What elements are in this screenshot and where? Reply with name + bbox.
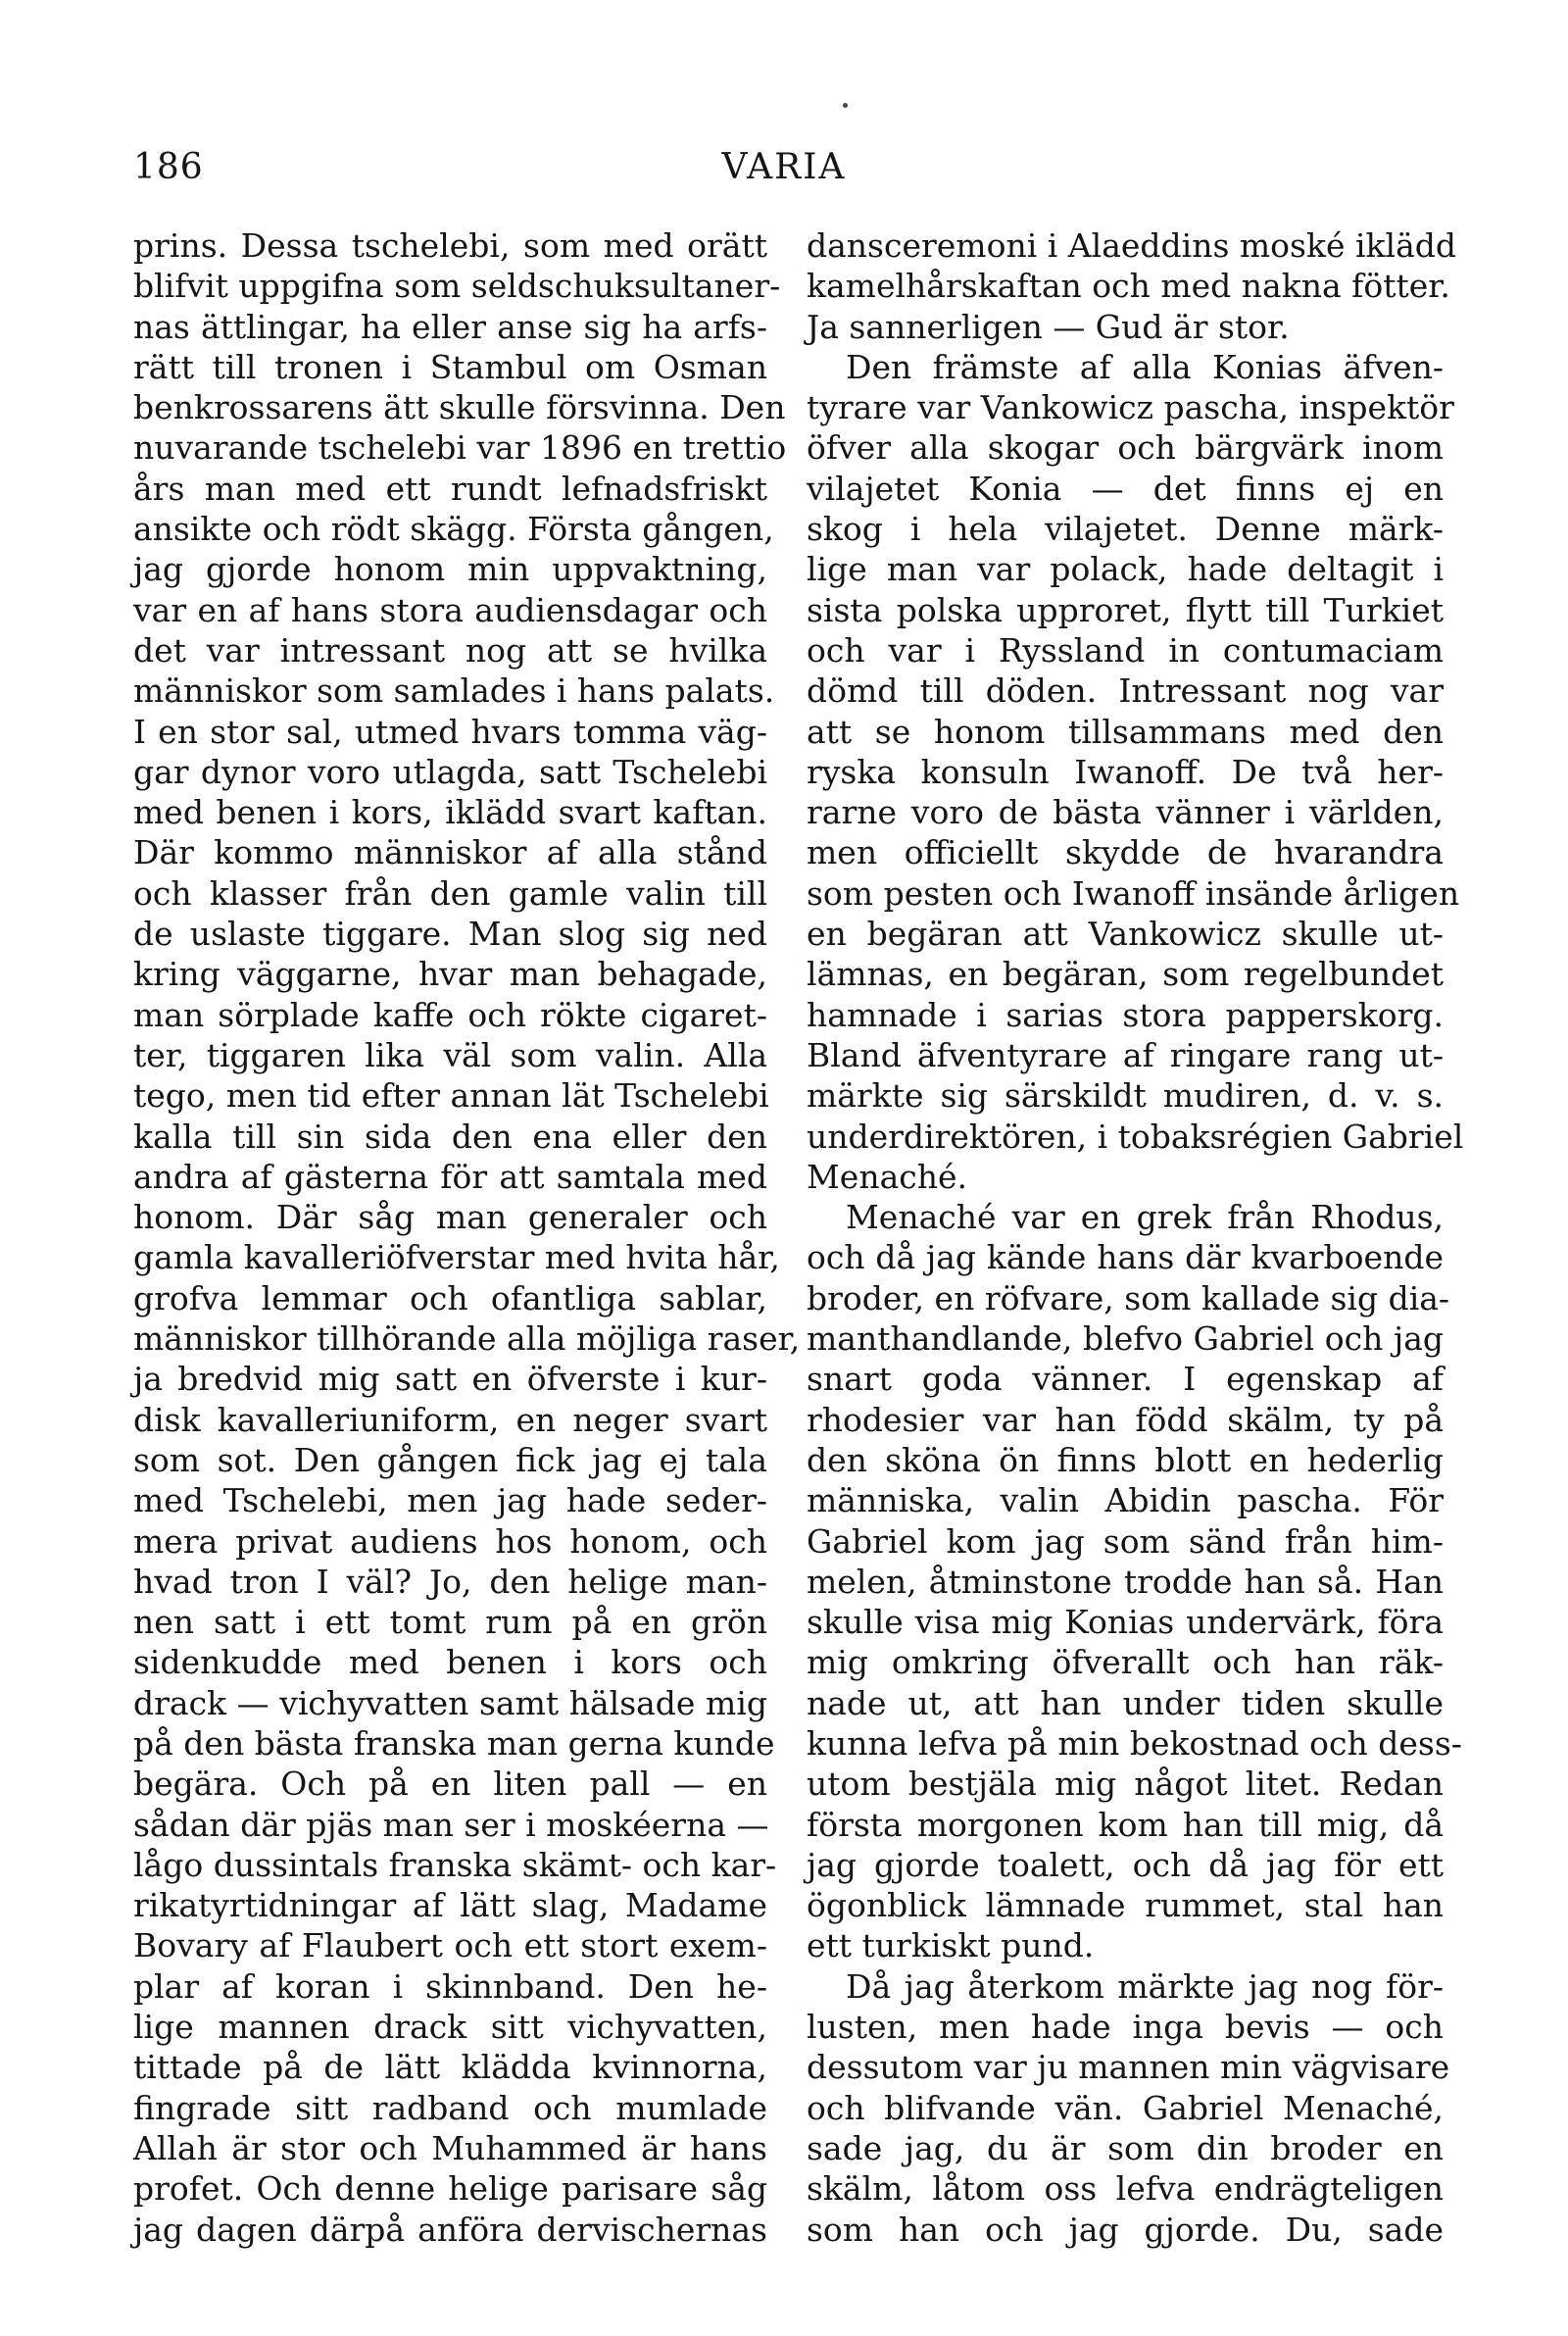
text-line: var en af hans stora audiensdagar och bbox=[133, 590, 767, 629]
text-line: sista polska upproret, flytt till Turkiet bbox=[807, 590, 1444, 629]
text-line: honom. Där såg man generaler och bbox=[133, 1198, 767, 1237]
text-line: mera privat audiens hos honom, och bbox=[133, 1521, 767, 1561]
text-line: nen satt i ett tomt rum på en grön bbox=[133, 1603, 767, 1642]
text-line: märkte sig särskildt mudiren, d. v. s. bbox=[807, 1076, 1444, 1116]
text-line: med Tschelebi, men jag hade seder- bbox=[133, 1481, 767, 1520]
text-line: snart goda vänner. I egenskap af bbox=[807, 1360, 1444, 1399]
text-line: sade jag, du är som din broder en bbox=[807, 2128, 1444, 2167]
text-line: som han och jag gjorde. Du, sade bbox=[807, 2210, 1444, 2249]
text-line: kunna lefva på min bekostnad och dess- bbox=[807, 1723, 1462, 1763]
text-line: rätt till tronen i Stambul om Osman bbox=[133, 347, 767, 386]
text-line: öfver alla skogar och bärgvärk inom bbox=[807, 428, 1444, 468]
text-line: tyrare var Vankowicz pascha, inspektör bbox=[807, 388, 1454, 427]
text-line: nade ut, att han under tiden skulle bbox=[807, 1683, 1444, 1722]
text-line: med benen i kors, iklädd svart kaftan. bbox=[133, 793, 767, 832]
text-line: människor tillhörande alla möjliga raser, bbox=[133, 1319, 801, 1359]
text-line: Den främste af alla Konias äfven- bbox=[846, 347, 1444, 386]
text-line: kalla till sin sida den ena eller den bbox=[133, 1117, 767, 1156]
text-line: profet. Och denne helige parisare såg bbox=[133, 2169, 767, 2209]
text-line: manthandlande, blefvo Gabriel och jag bbox=[807, 1319, 1444, 1359]
text-line: som sot. Den gången fick jag ej tala bbox=[133, 1440, 767, 1479]
text-line: jag gjorde toalett, och då jag för ett bbox=[807, 1845, 1444, 1884]
text-line: gar dynor voro utlagda, satt Tschelebi bbox=[133, 752, 767, 791]
text-line: skulle visa mig Konias undervärk, föra bbox=[807, 1603, 1444, 1642]
text-line: ter, tiggaren lika väl som valin. Alla bbox=[133, 1035, 767, 1074]
text-line: nas ättlingar, ha eller anse sig ha arfs- bbox=[133, 307, 767, 346]
text-line: och klasser från den gamle valin till bbox=[133, 873, 767, 913]
text-line: lige mannen drack sitt vichyvatten, bbox=[133, 2008, 767, 2047]
text-line: mig omkring öfverallt och han räk- bbox=[807, 1643, 1444, 1682]
text-line: drack — vichyvatten samt hälsade mig bbox=[133, 1683, 767, 1722]
text-line: människor som samlades i hans palats. bbox=[133, 671, 775, 711]
text-line: hvad tron I väl? Jo, den helige man- bbox=[133, 1562, 767, 1601]
text-line: dessutom var ju mannen min vägvisare bbox=[807, 2048, 1450, 2087]
text-line: jag dagen därpå anföra dervischernas bbox=[133, 2210, 767, 2249]
text-line: som pesten och Iwanoff insände årligen bbox=[807, 873, 1460, 913]
text-line: en begäran att Vankowicz skulle ut- bbox=[807, 915, 1444, 954]
text-line: Då jag återkom märkte jag nog för- bbox=[846, 1966, 1444, 2006]
text-line: Där kommo människor af alla stånd bbox=[133, 833, 767, 872]
text-line: lågo dussintals franska skämt- och kar- bbox=[133, 1845, 777, 1884]
text-line: lige man var polack, hade deltagit i bbox=[807, 550, 1444, 589]
text-line: kring väggarne, hvar man behagade, bbox=[133, 955, 767, 994]
text-line: benkrossarens ätt skulle försvinna. Den bbox=[133, 388, 786, 427]
running-head: VARIA bbox=[721, 147, 847, 187]
text-line: man sörplade kaffe och rökte cigaret- bbox=[133, 995, 767, 1034]
text-line: skälm, låtom oss lefva endrägteligen bbox=[807, 2169, 1444, 2209]
text-line: och då jag kände hans där kvarboende bbox=[807, 1238, 1444, 1277]
text-line: vilajetet Konia — det finns ej en bbox=[807, 469, 1444, 508]
text-line: grofva lemmar och ofantliga sablar, bbox=[133, 1278, 767, 1317]
text-line: de uslaste tiggare. Man slog sig ned bbox=[133, 915, 767, 954]
text-line: det var intressant nog att se hvilka bbox=[133, 630, 767, 670]
text-line: ögonblick lämnade rummet, stal han bbox=[807, 1886, 1444, 1925]
text-line: disk kavalleriuniform, en neger svart bbox=[133, 1400, 767, 1439]
text-line: ja bredvid mig satt en öfverste i kur- bbox=[133, 1360, 767, 1399]
text-line: dansceremoni i Alaeddins moské iklädd bbox=[807, 226, 1457, 265]
text-line: melen, åtminstone trodde han så. Han bbox=[807, 1562, 1444, 1601]
left-text-column bbox=[133, 225, 801, 2250]
page-number: 186 bbox=[133, 147, 204, 187]
text-line: broder, en röfvare, som kallade sig dia- bbox=[807, 1278, 1450, 1317]
text-line: Ja sannerligen — Gud är stor. bbox=[807, 307, 1290, 346]
text-line: jag gjorde honom min uppvaktning, bbox=[133, 550, 767, 589]
text-line: och var i Ryssland in contumaciam bbox=[807, 630, 1444, 670]
text-line: tittade på de lätt klädda kvinnorna, bbox=[133, 2048, 767, 2087]
text-line: ett turkiskt pund. bbox=[807, 1926, 1095, 1965]
text-line: utom bestjäla mig något litet. Redan bbox=[807, 1764, 1444, 1804]
text-line: den sköna ön finns blott en hederlig bbox=[807, 1440, 1444, 1479]
text-line: att se honom tillsammans med den bbox=[807, 712, 1444, 751]
text-line: Allah är stor och Muhammed är hans bbox=[133, 2128, 767, 2167]
text-line: tego, men tid efter annan lät Tschelebi bbox=[133, 1076, 769, 1116]
text-line: Menaché. bbox=[807, 1157, 968, 1196]
text-line: rarne voro de bästa vänner i världen, bbox=[807, 793, 1444, 832]
text-line: plar af koran i skinnband. Den he- bbox=[133, 1966, 767, 2006]
text-line: andra af gästerna för att samtala med bbox=[133, 1157, 767, 1196]
text-line: ansikte och rödt skägg. Första gången, bbox=[133, 510, 774, 549]
right-text-column bbox=[807, 225, 1464, 2250]
text-line: hamnade i sarias stora papperskorg. bbox=[807, 995, 1444, 1034]
text-line: års man med ett rundt lefnadsfriskt bbox=[133, 469, 767, 508]
text-line: sådan där pjäs man ser i moskéerna — bbox=[133, 1805, 769, 1844]
text-line: ryska konsuln Iwanoff. De två her- bbox=[807, 752, 1444, 791]
text-line: men officiellt skydde de hvarandra bbox=[807, 833, 1444, 872]
text-line: Menaché var en grek från Rhodus, bbox=[846, 1198, 1444, 1237]
text-line: rikatyrtidningar af lätt slag, Madame bbox=[133, 1886, 767, 1925]
text-line: I en stor sal, utmed hvars tomma väg- bbox=[133, 712, 767, 751]
text-line: på den bästa franska man gerna kunde bbox=[133, 1723, 775, 1763]
text-line: underdirektören, i tobaksrégien Gabriel bbox=[807, 1117, 1464, 1156]
text-line: och blifvande vän. Gabriel Menaché, bbox=[807, 2088, 1444, 2127]
text-line: fingrade sitt radband och mumlade bbox=[133, 2088, 767, 2127]
text-line: Bovary af Flaubert och ett stort exem- bbox=[133, 1926, 767, 1965]
text-line: gamla kavalleriöfverstar med hvita hår, bbox=[133, 1238, 780, 1277]
ink-speck bbox=[843, 103, 848, 108]
text-line: första morgonen kom han till mig, då bbox=[807, 1805, 1444, 1844]
text-line: blifvit uppgifna som seldschuksultaner- bbox=[133, 267, 781, 306]
text-line: rhodesier var han född skälm, ty på bbox=[807, 1400, 1444, 1439]
text-line: dömd till döden. Intressant nog var bbox=[807, 671, 1444, 711]
text-line: lämnas, en begäran, som regelbundet bbox=[807, 955, 1444, 994]
text-line: människa, valin Abidin pascha. För bbox=[807, 1481, 1444, 1520]
page-header bbox=[0, 147, 1568, 196]
text-line: lusten, men hade inga bevis — och bbox=[807, 2008, 1444, 2047]
text-line: begära. Och på en liten pall — en bbox=[133, 1764, 767, 1804]
text-line: nuvarande tschelebi var 1896 en trettio bbox=[133, 428, 787, 468]
text-line: prins. Dessa tschelebi, som med orätt bbox=[133, 226, 767, 265]
text-line: kamelhårskaftan och med nakna fötter. bbox=[807, 267, 1450, 306]
text-line: skog i hela vilajetet. Denne märk- bbox=[807, 510, 1444, 549]
text-line: Gabriel kom jag som sänd från him- bbox=[807, 1521, 1444, 1561]
text-line: Bland äfventyrare af ringare rang ut- bbox=[807, 1035, 1444, 1074]
text-line: sidenkudde med benen i kors och bbox=[133, 1643, 767, 1682]
